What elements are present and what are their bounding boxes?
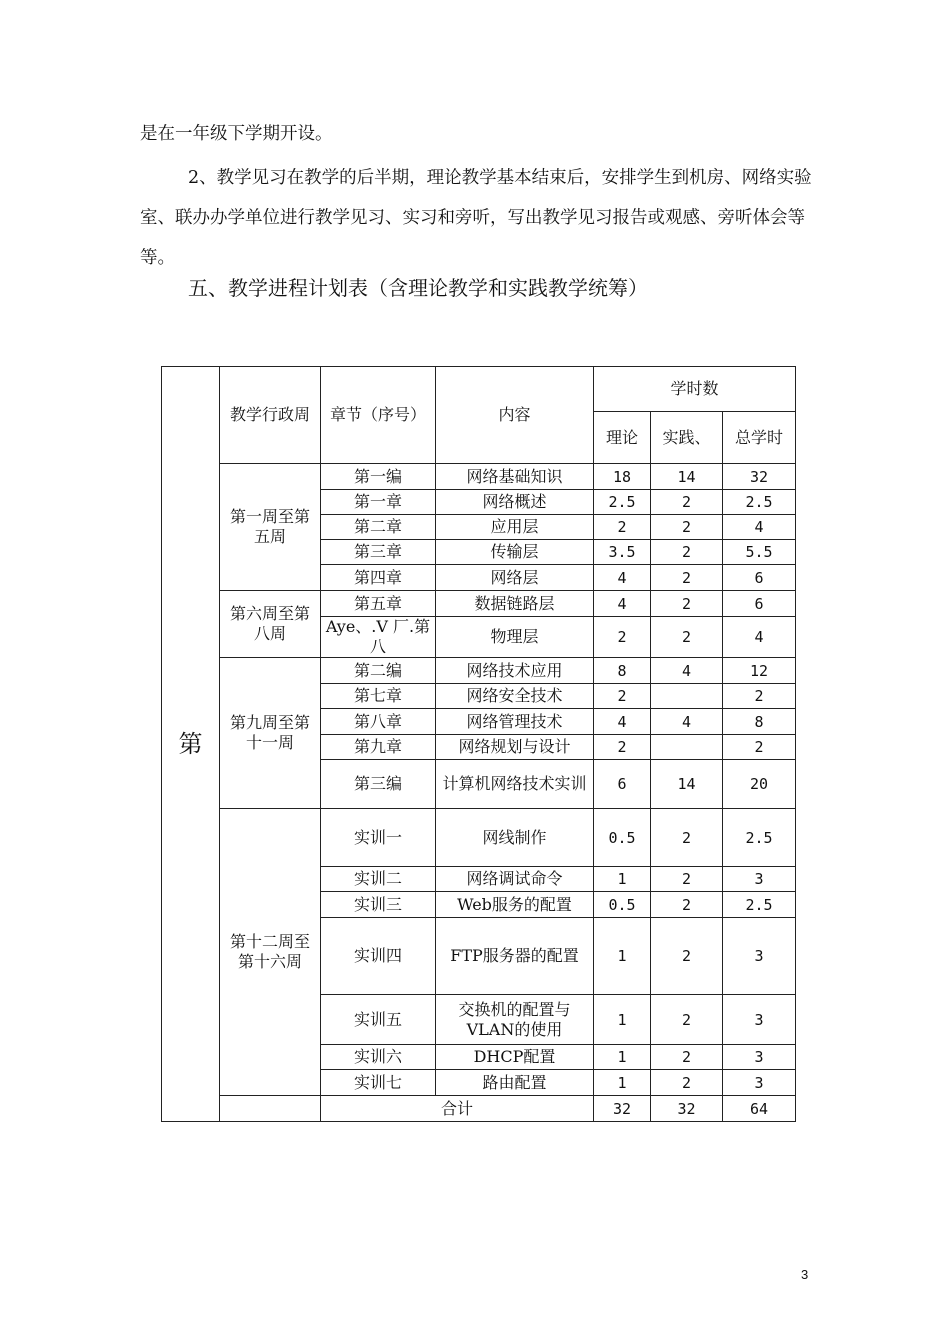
chapter-cell: 第七章 [321, 684, 436, 709]
total-cell: 4 [723, 617, 796, 658]
total-cell: 3 [723, 1045, 796, 1070]
practice-cell: 4 [651, 709, 723, 735]
week-cell: 第六周至第八周 [220, 591, 321, 658]
table-row [162, 658, 796, 684]
total-cell: 3 [723, 918, 796, 995]
header-total: 总学时 [723, 412, 796, 464]
chapter-cell: 第一编 [321, 464, 436, 490]
chapter-cell: 实训六 [321, 1045, 436, 1070]
content-cell: 物理层 [436, 617, 594, 658]
header-content: 内容 [436, 367, 594, 464]
total-cell: 2 [723, 684, 796, 709]
total-theory: 32 [594, 1096, 651, 1122]
chapter-cell: 第五章 [321, 591, 436, 617]
content-cell: 网络层 [436, 565, 594, 591]
header-practice: 实践、 [651, 412, 723, 464]
theory-cell: 2 [594, 617, 651, 658]
practice-cell [651, 684, 723, 709]
practice-cell: 14 [651, 760, 723, 809]
total-cell: 3 [723, 1070, 796, 1096]
page-number: 3 [801, 1267, 809, 1282]
chapter-cell: 第一章 [321, 490, 436, 515]
total-cell: 2.5 [723, 892, 796, 918]
total-cell: 20 [723, 760, 796, 809]
week-cell: 第一周至第五周 [220, 464, 321, 591]
header-hours: 学时数 [594, 367, 796, 412]
practice-cell: 2 [651, 918, 723, 995]
total-cell: 12 [723, 658, 796, 684]
total-cell: 5.5 [723, 540, 796, 565]
content-cell: 传输层 [436, 540, 594, 565]
practice-cell: 2 [651, 995, 723, 1045]
content-cell: 应用层 [436, 515, 594, 540]
total-cell: 32 [723, 464, 796, 490]
chapter-cell: 第九章 [321, 735, 436, 760]
theory-cell: 2.5 [594, 490, 651, 515]
header-week: 教学行政周 [220, 367, 321, 464]
practice-cell: 2 [651, 515, 723, 540]
side-label: 第 [162, 367, 220, 1122]
content-cell: 网线制作 [436, 809, 594, 867]
theory-cell: 2 [594, 515, 651, 540]
content-cell: 计算机网络技术实训 [436, 760, 594, 809]
theory-cell: 18 [594, 464, 651, 490]
theory-cell: 8 [594, 658, 651, 684]
theory-cell: 3.5 [594, 540, 651, 565]
table-row [162, 464, 796, 490]
total-cell: 6 [723, 565, 796, 591]
section-heading: 五、教学进程计划表（含理论教学和实践教学统筹） [188, 276, 648, 300]
chapter-cell: 实训三 [321, 892, 436, 918]
chapter-cell: 实训一 [321, 809, 436, 867]
chapter-cell: 第三编 [321, 760, 436, 809]
practice-cell: 2 [651, 1070, 723, 1096]
total-cell: 3 [723, 867, 796, 892]
content-cell: 网络基础知识 [436, 464, 594, 490]
theory-cell: 0.5 [594, 892, 651, 918]
practice-cell: 14 [651, 464, 723, 490]
practice-cell: 4 [651, 658, 723, 684]
chapter-cell: 第八章 [321, 709, 436, 735]
practice-cell: 2 [651, 490, 723, 515]
practice-cell: 2 [651, 1045, 723, 1070]
practice-cell: 2 [651, 591, 723, 617]
practice-cell: 2 [651, 617, 723, 658]
practice-cell: 2 [651, 540, 723, 565]
theory-cell: 6 [594, 760, 651, 809]
theory-cell: 1 [594, 1070, 651, 1096]
theory-cell: 1 [594, 918, 651, 995]
paragraph-2: 2、教学见习在教学的后半期，理论教学基本结束后，安排学生到机房、网络实验室、联办办学单位进行教学见习、实习和旁听，写出教学见习报告或观感、旁听体会等等。 [140, 168, 812, 268]
total-cell: 2.5 [723, 809, 796, 867]
content-cell: 网络调试命令 [436, 867, 594, 892]
theory-cell: 2 [594, 735, 651, 760]
content-cell: Web服务的配置 [436, 892, 594, 918]
schedule-table [161, 366, 796, 1122]
chapter-cell: 实训七 [321, 1070, 436, 1096]
content-cell: 网络规划与设计 [436, 735, 594, 760]
theory-cell: 1 [594, 995, 651, 1045]
theory-cell: 0.5 [594, 809, 651, 867]
practice-cell: 2 [651, 565, 723, 591]
chapter-cell: 第二章 [321, 515, 436, 540]
total-cell: 3 [723, 995, 796, 1045]
header-theory: 理论 [594, 412, 651, 464]
table-row [162, 591, 796, 617]
content-cell: DHCP配置 [436, 1045, 594, 1070]
content-cell: 网络概述 [436, 490, 594, 515]
chapter-cell: 实训五 [321, 995, 436, 1045]
theory-cell: 1 [594, 1045, 651, 1070]
practice-cell [651, 735, 723, 760]
content-cell: 路由配置 [436, 1070, 594, 1096]
practice-cell: 2 [651, 809, 723, 867]
paragraph-1: 是在一年级下学期开设。 [140, 124, 333, 144]
total-practice: 32 [651, 1096, 723, 1122]
chapter-cell: 第四章 [321, 565, 436, 591]
content-cell: FTP服务器的配置 [436, 918, 594, 995]
practice-cell: 2 [651, 892, 723, 918]
chapter-cell: 第二编 [321, 658, 436, 684]
week-cell: 第九周至第十一周 [220, 658, 321, 809]
theory-cell: 1 [594, 867, 651, 892]
chapter-cell: Aye、.V 厂.第八 [321, 617, 436, 658]
content-cell: 数据链路层 [436, 591, 594, 617]
content-cell: 网络管理技术 [436, 709, 594, 735]
header-chapter: 章节（序号） [321, 367, 436, 464]
total-cell: 4 [723, 515, 796, 540]
theory-cell: 4 [594, 591, 651, 617]
chapter-cell: 第三章 [321, 540, 436, 565]
chapter-cell: 实训四 [321, 918, 436, 995]
total-total: 64 [723, 1096, 796, 1122]
total-blank-cell [220, 1096, 321, 1122]
content-cell: 网络技术应用 [436, 658, 594, 684]
total-cell: 8 [723, 709, 796, 735]
total-row [162, 1096, 796, 1122]
practice-cell: 2 [651, 867, 723, 892]
theory-cell: 4 [594, 709, 651, 735]
total-cell: 2 [723, 735, 796, 760]
week-cell: 第十二周至第十六周 [220, 809, 321, 1096]
total-cell: 6 [723, 591, 796, 617]
content-cell: 交换机的配置与VLAN的使用 [436, 995, 594, 1045]
total-label: 合计 [321, 1096, 594, 1122]
chapter-cell: 实训二 [321, 867, 436, 892]
total-cell: 2.5 [723, 490, 796, 515]
theory-cell: 4 [594, 565, 651, 591]
content-cell: 网络安全技术 [436, 684, 594, 709]
theory-cell: 2 [594, 684, 651, 709]
table-row [162, 809, 796, 867]
